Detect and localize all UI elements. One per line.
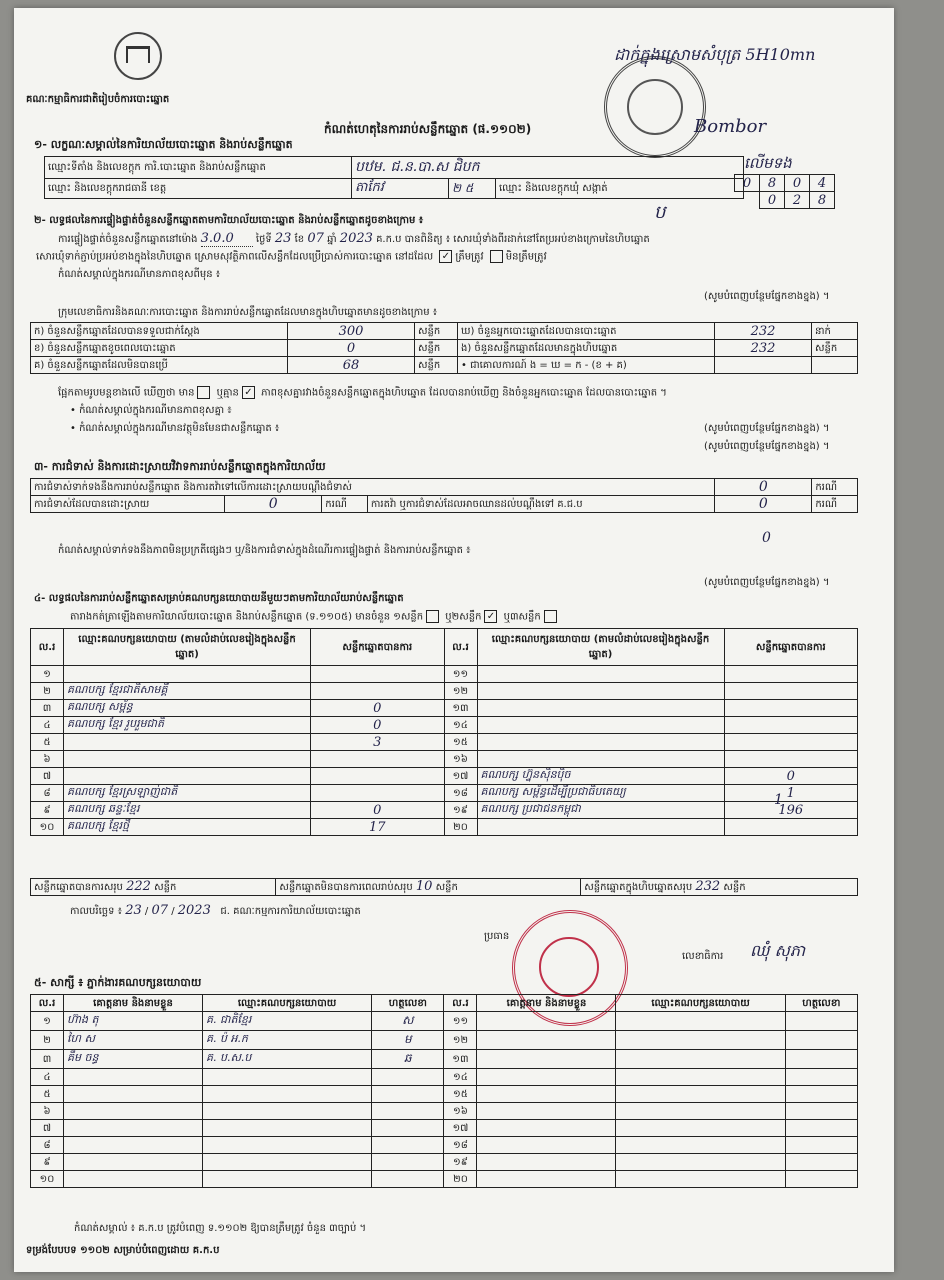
extra-vote: 1 — [774, 792, 783, 808]
emblem-icon — [114, 32, 162, 80]
table-row: ៤ គណបក្ស ខ្មែរ រួបរួមជាតិ 0 ១៤ — [31, 717, 858, 734]
section3-note: កំណត់សម្គាល់ទាក់ទងនឹងភាពមិនប្រក្រតីផ្សេងៗ ឬ/និងការជំទាស់ក្នុងដំណើរការផ្ទៀងផ្ទាត់ និងការរាប់សន្លឹកឆ្នោត ៖ — [58, 545, 471, 556]
sheet1-checkbox[interactable] — [426, 610, 439, 623]
section5-heading: ៥- សាក្សី ៖ ភ្នាក់ងារគណបក្សនយោបាយ — [34, 976, 202, 989]
table-row: ៦ ១៦ — [31, 1103, 858, 1120]
sheet3-checkbox[interactable] — [544, 610, 557, 623]
ballot-count-form — [14, 8, 894, 1272]
president-label: ប្រធាន — [484, 931, 510, 942]
table-row: ៩ ១៩ — [31, 1154, 858, 1171]
table-row: ៧ ១៧ — [31, 1120, 858, 1137]
fill-note-2: (សូមបំពេញបន្ថែមផ្នែកខាងខ្នង) ។ — [704, 423, 830, 434]
not-ok-checkbox[interactable] — [490, 250, 503, 263]
table-row: ៨ ១៨ — [31, 1137, 858, 1154]
table-row: ៥ ១៥ — [31, 1086, 858, 1103]
table-row: ១ ហ៊ាង តុ គ. ជាតិខ្មែរ ស ១១ — [31, 1012, 858, 1031]
witness-header: ល.រ គោត្តនាម និងនាមខ្លួន ឈ្មោះគណបក្សនយោបាយ ហត្ថលេខា ល.រ គោត្តនាម និងនាមខ្លួន ឈ្មោះគណបក្សនយោបាយ ហត្ថលេខា — [31, 995, 858, 1012]
form-title: កំណត់ហេតុនៃការរាប់សន្លឹកឆ្នោត (ផ.១១០២) — [324, 122, 532, 136]
province-label: ឈ្មោះ និងលេខក្ដុករាជធានី ខេត្ត — [45, 179, 352, 199]
table-row: ១០ ២០ — [31, 1171, 858, 1188]
results-table — [30, 628, 858, 836]
section2-line2: សោរឃុំទាក់ភ្ជាប់ប្រអប់ខាងក្នុងនៃហិបឆ្នោត ស្រោមសុវត្ថិភាពលើសន្លឹកដែលប្រើប្រាស់ការបោះឆ្នោត នៅដដែល ✓ ត្រឹមត្រូវ មិនត្រឹមត្រូវ — [36, 251, 547, 263]
bullet-1: • កំណត់សម្គាល់ក្នុងករណីមានភាពខុសគ្នា ៖ — [70, 405, 232, 416]
results-header: ល.រ ឈ្មោះគណបក្សនយោបាយ (តាមលំដាប់លេខរៀងក្នុងសន្លឹកឆ្នោត) សន្លឹកឆ្នោតបានការ ល.រ ឈ្មោះគណបក្សនយោបាយ (តាមលំដាប់លេខរៀងក្នុងសន្លឹកឆ្នោត) សន្លឹកឆ្នោតបានការ — [31, 629, 858, 666]
location-label: ឈ្មោះទីតាំង និងលេខក្ដុក ការិ.បោះឆ្នោត និងរាប់សន្លឹកឆ្នោត — [45, 157, 352, 179]
section4-sub: តារាងកត់ត្រាឡើងតាមការិយាល័យបោះឆ្នោត និងរាប់សន្លឹកឆ្នោត (ទ.១១០៥) មានចំនួន ១សន្លឹក ឬ២សន្លឹក ✓ ឬ៣សន្លឹក — [70, 610, 560, 625]
count-row: ក) ចំនួនសន្លឹកឆ្នោតដែលបានទទួលជាក់ស្ដែង 300 សន្លឹក ឃ) ចំនួនអ្នកបោះឆ្នោតដែលបានបោះឆ្នោត 232 នាក់ — [31, 323, 858, 340]
table-row: ៩ គណបក្ស ឆន្ទៈខ្មែរ 0 ១៩ គណបក្ស ប្រជាជនកម្ពុជា 196 — [31, 802, 858, 819]
handwritten-note-2: Bombor — [694, 116, 767, 137]
fill-note-1: (សូមបំពេញបន្ថែមផ្នែកខាងខ្នង) ។ — [704, 291, 830, 302]
section2-line1: ការផ្ទៀងផ្ទាត់ចំនួនសន្លឹកឆ្នោតនៅម៉ោង 3.0.0 ថ្ងៃទី 23 ខែ 07 ឆ្នាំ 2023 គ.ក.ប បានពិនិត្យ ៖ សោរឃុំទាំងពីរដាក់នៅតែប្រអប់ខាងក្រោមនៃហិបឆ្នោត — [58, 231, 650, 246]
fill-note-4: (សូមបំពេញបន្ថែមផ្នែកខាងខ្នង) ។ — [704, 577, 830, 588]
section1-heading: ១- លក្ខណៈសម្គាល់នៃការិយាល័យបោះឆ្នោត និងរាប់សន្លឹកឆ្នោត — [34, 138, 293, 151]
section2-line3: កំណត់សម្គាល់ក្នុងករណីមានភាពខុសពីមុន ៖ — [58, 269, 221, 280]
section4-heading: ៤- លទ្ធផលនៃការរាប់សន្លឹកឆ្នោតសម្រាប់គណបក្សនយោបាយនីមួយៗតាមការិយាល័យរាប់សន្លឹកឆ្នោត — [34, 593, 404, 604]
yes-checkbox[interactable] — [197, 386, 210, 399]
official-seal-icon — [604, 56, 706, 158]
province-value: តាកែវ — [352, 179, 449, 199]
form-code: ទម្រង់បែបបទ ១១០២ សម្រាប់បំពេញដោយ គ.ក.ប — [26, 1245, 220, 1256]
totals-table: សន្លឹកឆ្នោតបានការសរុប 222 សន្លឹក សន្លឹកឆ្នោតមិនបានការពេលរាប់សរុប 10 សន្លឹក សន្លឹកឆ្នោតក្នុងហិបឆ្នោតសរុប 232 សន្លឹក — [30, 878, 858, 896]
section2-heading: ២- លទ្ធផលនៃការផ្ទៀងផ្ទាត់ចំនួនសន្លឹកឆ្នោតតាមការិយាល័យបោះឆ្នោត និងរាប់សន្លឹកឆ្នោតដូចខាងក្រោម ៖ — [34, 215, 424, 226]
secretary-signature: ឈុំ សុភា — [750, 941, 806, 960]
table-row: ៣ គណបក្ស សម្ព័ន្ធ 0 ១៣ — [31, 700, 858, 717]
table-row: ៥ 3 ១៥ — [31, 734, 858, 751]
org-name: គណៈកម្មាធិការជាតិរៀបចំការបោះឆ្នោត — [26, 94, 170, 105]
bullet-2: • កំណត់សម្គាល់ក្នុងករណីមានវត្ថុមិនមែនជាសន្លឹកឆ្នោត ៖ — [70, 423, 280, 434]
section3-heading: ៣- ការជំទាស់ និងការដោះស្រាយវិវាទការរាប់សន្លឹកឆ្នោតក្នុងការិយាល័យ — [34, 460, 326, 473]
fill-note-3: (សូមបំពេញបន្ថែមផ្នែកខាងខ្នង) ។ — [704, 441, 830, 452]
date-line: កាលបរិច្ឆេទ ៖ 23 / 07 / 2023 ជ. គណៈកម្មការការិយាល័យបោះឆ្នោត — [70, 903, 361, 918]
objection-table: ការជំទាស់ទាក់ទងនឹងការរាប់សន្លឹកឆ្នោត និងការតវ៉ាទៅលើការដោះស្រាយបណ្ដឹងជំទាស់ 0 ករណី ការជំទាស់ដែលបានដោះស្រាយ 0 ករណី ការតវ៉ា ឬការជំទាស់ដែលអាចឈានដល់បណ្ដឹងទៅ គ.ជ.ប 0 ករណី — [30, 478, 858, 513]
marker-right: ប — [654, 202, 666, 223]
table-row: ១០ គណបក្ស ខ្មែរថ្មី 17 ២០ — [31, 819, 858, 836]
section2-line4: ក្រុមលេខាធិការនិងគណៈការបោះឆ្នោត និងការរាប់សន្លឹកឆ្នោតដែលមានក្នុងហិបឆ្នោតមានដូចខាងក្រោម ៖ — [58, 307, 438, 318]
count-row: គ) ចំនួនសន្លឹកឆ្នោតដែលមិនបានប្រើ 68 សន្លឹក • ជាគោលការណ៍ ង = ឃ = ក - (ខ + គ) — [31, 357, 858, 374]
commune-label: ឈ្មោះ និងលេខក្ដុកឃុំ សង្កាត់ — [496, 179, 744, 199]
footer-note: កំណត់សម្គាល់ ៖ គ.ក.ប ត្រូវបំពេញ ទ.១១០២ ឱ្យបានត្រឹមត្រូវ ចំនួន ៣ច្បាប់ ។ — [74, 1223, 367, 1234]
section2-line5: ផ្អែកតាមរូបមន្តខាងលើ ឃើញថា មាន ឬគ្មាន ✓ ភាពខុសគ្នារវាងចំនួនសន្លឹកឆ្នោតក្នុងហិបឆ្នោត ដែលបានរាប់ឃើញ និងចំនួនអ្នកបោះឆ្នោត ដែលបានបោះឆ្នោត ។ — [58, 387, 667, 399]
count-row: ខ) ចំនួនសន្លឹកឆ្នោតខូចពេលបោះឆ្នោត 0 សន្លឹក ង) ចំនួនសន្លឹកឆ្នោតដែលមានក្នុងហិបឆ្នោត 232 សន្លឹក — [31, 340, 858, 357]
table-row: ៤ ១៤ — [31, 1069, 858, 1086]
table-row: ១ ១១ — [31, 666, 858, 683]
location-value: បឋម. ជ.ន.បា.ស ជិបក — [352, 157, 744, 179]
handwritten-note-3: លើមទង — [744, 154, 792, 172]
count-table — [30, 322, 858, 374]
table-row: ២ ហៃ ស គ. ប៉ អ.ក ម ១២ — [31, 1031, 858, 1050]
no-diff-checkbox[interactable]: ✓ — [242, 386, 255, 399]
province-code: ២ ៥ — [449, 179, 496, 199]
ok-checkbox[interactable]: ✓ — [439, 250, 452, 263]
section1-table — [44, 156, 744, 199]
table-row: ៨ គណបក្ស ខ្មែរស្រឡាញ់ជាតិ ១៨ គណបក្ស សម្ព័ន្ធដើម្បីប្រជាធិបតេយ្យ 1 — [31, 785, 858, 802]
table-row: ២ គណបក្ស ខ្មែរជាតិសាមគ្គី ១២ — [31, 683, 858, 700]
handwritten-note-1: ដាក់ក្នុងស្រោមសំបុត្រ 5H10mn — [614, 45, 816, 64]
witness-table — [30, 994, 858, 1188]
table-row: ៣ គឹម ចន្ធ គ. ប.ស.ប ឆ ១៣ — [31, 1050, 858, 1069]
code-boxes: 0 8 0 4 0 2 8 — [734, 174, 835, 209]
sheet2-checkbox[interactable]: ✓ — [484, 610, 497, 623]
table-row: ៦ ១៦ — [31, 751, 858, 768]
table-row: ៧ ១៧ គណបក្ស ហ្វ៊ុនស៊ិនប៉ិច 0 — [31, 768, 858, 785]
secretary-label: លេខាធិការ — [682, 951, 724, 962]
section3-note-value: 0 — [762, 530, 771, 546]
